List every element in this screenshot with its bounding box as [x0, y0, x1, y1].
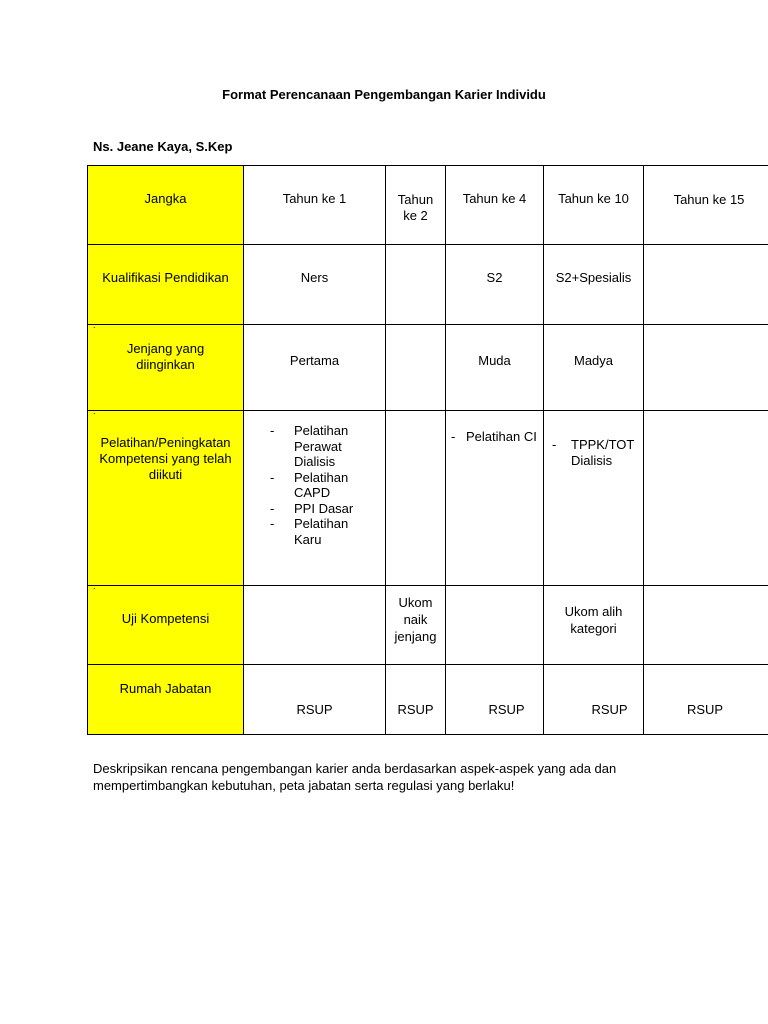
- rumah-year-15-cell: [644, 665, 768, 735]
- uji-year-2: Ukom naik jenjang: [394, 595, 437, 644]
- rumah-year-10-cell: [544, 665, 644, 735]
- table-row-pelatihan: [88, 411, 768, 586]
- pelatihan-year-15-cell: [644, 411, 768, 586]
- rumah-year-4: RSUP: [488, 702, 525, 717]
- pendidikan-year-10-cell: [544, 245, 644, 325]
- uji-year-1-cell: [244, 586, 386, 665]
- pendidikan-year-10: S2+Spesialis: [555, 270, 632, 285]
- row-marker: .: [93, 406, 96, 416]
- rumah-year-1: RSUP: [296, 702, 333, 717]
- header-year-1: Tahun ke 1: [282, 191, 347, 206]
- label-pendidikan: Kualifikasi Pendidikan: [102, 270, 229, 285]
- page-title: Format Perencanaan Pengembangan Karier Individu: [222, 87, 546, 102]
- label-rumah-cell: [88, 665, 244, 735]
- pelatihan-year-1-list: [270, 423, 362, 547]
- uji-year-15-cell: [644, 586, 768, 665]
- header-label: Jangka: [144, 191, 187, 206]
- label-rumah: Rumah Jabatan: [119, 681, 212, 696]
- rumah-year-1-cell: [244, 665, 386, 735]
- rumah-year-4-cell: [446, 665, 544, 735]
- label-uji: Uji Kompetensi: [121, 611, 210, 626]
- header-year-4: Tahun ke 4: [462, 191, 527, 206]
- row-marker: .: [93, 581, 96, 591]
- pelatihan-year-1-cell: [244, 411, 386, 586]
- career-plan-table: [87, 165, 768, 735]
- header-year-4-cell: [446, 166, 544, 245]
- table-row-jenjang: [88, 325, 768, 411]
- label-pelatihan-cell: [88, 406, 244, 586]
- header-year-1-cell: [244, 166, 386, 245]
- pendidikan-year-4: S2: [486, 270, 503, 285]
- pelatihan-year-2-cell: [386, 411, 446, 586]
- jenjang-year-4-cell: [446, 325, 544, 411]
- header-year-10: Tahun ke 10: [558, 191, 629, 206]
- rumah-year-2-cell: [386, 665, 446, 735]
- header-year-2: Tahun ke 2: [397, 192, 434, 223]
- header-year-15: Tahun ke 15: [673, 192, 745, 207]
- row-marker: .: [93, 320, 96, 330]
- author-name: Ns. Jeane Kaya, S.Kep: [93, 139, 233, 154]
- header-year-2-cell: [386, 166, 446, 245]
- list-item: - Pelatihan CI: [451, 429, 539, 445]
- pendidikan-year-1: Ners: [300, 270, 329, 285]
- rumah-year-15: RSUP: [686, 702, 724, 717]
- jenjang-year-1: Pertama: [289, 353, 340, 368]
- rumah-year-2: RSUP: [397, 702, 434, 717]
- jenjang-year-15-cell: [644, 325, 768, 411]
- rumah-year-10: RSUP: [591, 702, 628, 717]
- list-item: - Pelatihan Perawat Dialisis: [270, 423, 362, 470]
- label-pelatihan: Pelatihan/Peningkatan Kompetensi yang telah diikuti: [99, 435, 232, 482]
- label-uji-cell: [88, 581, 244, 665]
- uji-year-10-cell: [544, 586, 644, 665]
- jenjang-year-4: Muda: [478, 353, 511, 368]
- table-row-rumah: [88, 665, 768, 735]
- pelatihan-year-4-list: [451, 429, 539, 445]
- pendidikan-year-2-cell: [386, 245, 446, 325]
- jenjang-year-1-cell: [244, 325, 386, 411]
- pendidikan-year-1-cell: [244, 245, 386, 325]
- pelatihan-year-10-list: [552, 437, 644, 468]
- header-year-15-cell: [644, 166, 768, 245]
- pelatihan-year-4-cell: [446, 411, 544, 586]
- uji-year-4-cell: [446, 586, 544, 665]
- table-header-row: [88, 166, 768, 245]
- jenjang-year-2-cell: [386, 325, 446, 411]
- list-item: - PPI Dasar: [270, 501, 362, 517]
- description-text: Deskripsikan rencana pengembangan karier anda berdasarkan aspek-aspek yang ada dan mempertimbangkan kebutuhan, peta jabatan serta regulasi yang berlaku!: [93, 761, 617, 793]
- jenjang-year-10-cell: [544, 325, 644, 411]
- list-item: - TPPK/TOT Dialisis: [552, 437, 644, 468]
- uji-year-10: Ukom alih kategori: [564, 604, 623, 636]
- label-jenjang-cell: [88, 320, 244, 411]
- pelatihan-year-10-cell: [544, 411, 644, 586]
- table-row-pendidikan: [88, 245, 768, 325]
- header-year-10-cell: [544, 166, 644, 245]
- list-item: - Pelatihan CAPD: [270, 470, 362, 501]
- pendidikan-year-15-cell: [644, 245, 768, 325]
- pendidikan-year-4-cell: [446, 245, 544, 325]
- jenjang-year-10: Madya: [573, 353, 614, 368]
- table-row-uji: [88, 586, 768, 665]
- list-item: - Pelatihan Karu: [270, 516, 362, 547]
- uji-year-2-cell: [386, 586, 446, 665]
- label-pendidikan-cell: [88, 245, 244, 325]
- label-jenjang: Jenjang yang diinginkan: [126, 341, 205, 372]
- header-label-cell: [88, 166, 244, 245]
